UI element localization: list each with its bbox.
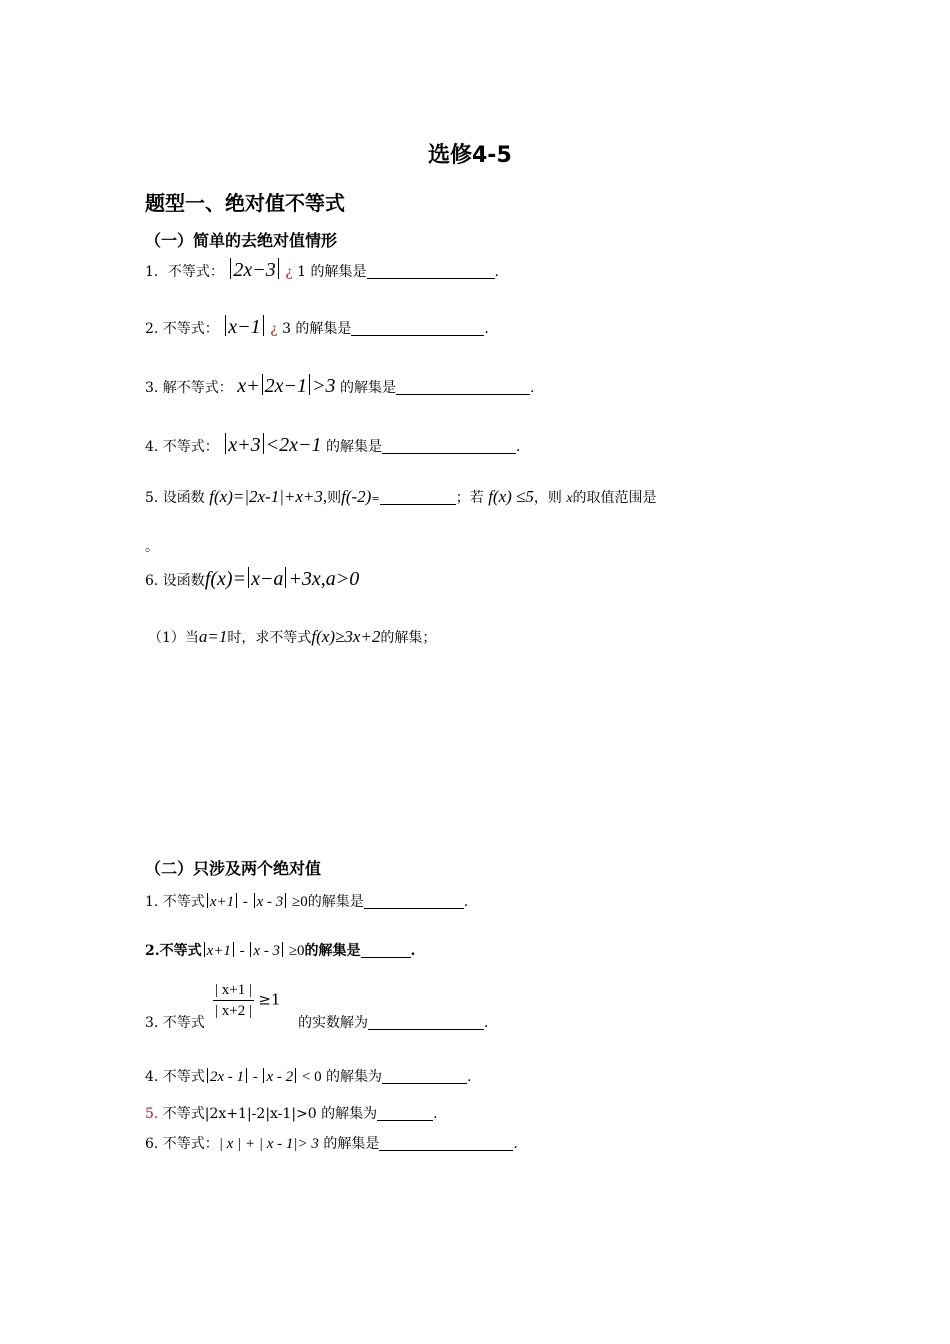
p2-q3-fraction: $\frac{| x+1 |}{| x+2 |}$ ≥1	[215, 982, 281, 1019]
p2-q1-expression: x+1 - x - 3 ≥0	[205, 894, 308, 910]
p2-q4-expression: 2x - 1 - x - 2 < 0	[205, 1069, 322, 1085]
p1-q5-answer-blank-1	[380, 503, 456, 505]
p1-q4-label: 4. 不等式：	[145, 439, 219, 455]
p2-question-4: 4. 不等式 2x - 1 - x - 2 < 0 的解集为 .	[145, 1069, 472, 1085]
part1-heading: （一）简单的去绝对值情形	[145, 231, 338, 250]
p1-q5-function: f(x)=|2x-1|+x+3,	[209, 487, 328, 506]
section-title: 题型一、绝对值不等式	[145, 191, 345, 215]
p2-q3-answer-blank	[368, 1028, 484, 1030]
doc-title: 选修4-5	[428, 143, 512, 168]
p1-question-3: 3. 解不等式： x+ 2x−1 >3 的解集是 .	[145, 375, 535, 397]
p2-q6-answer-blank	[379, 1149, 513, 1151]
p2-q1-answer-blank	[364, 907, 464, 909]
p1-q5-tail: 的取值范围是	[572, 490, 657, 506]
p2-q3-label: 3. 不等式	[145, 1015, 205, 1031]
p2-q4-tail: 的解集为	[326, 1069, 383, 1085]
p2-q2-expression: x+1 - x - 3 ≥0	[202, 943, 305, 959]
p2-q2-answer-blank	[361, 956, 411, 958]
p1-q3-tail: 的解集是	[339, 380, 396, 396]
p1-q5-value: f(-2)	[341, 487, 372, 506]
p1-q6-subquestion-1: （1）当a=1时，求不等式f(x)≥3x+2的解集；	[148, 627, 437, 646]
p2-q4-label: 4. 不等式	[145, 1069, 205, 1085]
p1-q1-tail: 1 的解集是	[297, 264, 367, 280]
p2-question-5: 5. 不等式|2x+1|-2|x-1|>0 的解集为 .	[145, 1106, 438, 1122]
p1-q1-label: 1．不等式：	[145, 264, 224, 280]
p2-q4-answer-blank	[382, 1082, 467, 1084]
p1-q3-answer-blank	[396, 393, 530, 395]
p1-q6-sub1-condition: a=1	[198, 627, 228, 646]
part2-heading: （二）只涉及两个绝对值	[145, 859, 322, 878]
p2-q1-tail: 的解集是	[307, 894, 364, 910]
p1-q2-tail: 3 的解集是	[282, 321, 352, 337]
p1-q3-expression: x+ 2x−1 >3	[237, 375, 336, 397]
p1-q4-expression: x+3 <2x−1	[223, 434, 321, 456]
p2-q6-expression: | x | + | x - 1|> 3	[218, 1136, 319, 1152]
p2-q2-tail: 的解集是	[304, 943, 361, 959]
p2-q5-text: 不等式|2x+1|-2|x-1|>0 的解集为	[158, 1106, 378, 1122]
p2-question-3	[145, 1013, 205, 1033]
p1-question-2: 2. 不等式： x−1 ¿ 3 的解集是 .	[145, 316, 489, 338]
p1-q6-label: 6. 设函数	[145, 573, 205, 589]
p1-q4-answer-blank	[382, 452, 516, 454]
p2-question-1: 1. 不等式 x+1 - x - 3 ≥0的解集是 .	[145, 894, 469, 910]
p2-q6-label: 6. 不等式：	[145, 1136, 219, 1152]
p1-q4-tail: 的解集是	[325, 439, 382, 455]
p1-q6-expression: f(x)= x−a +3x,a>0	[204, 568, 360, 590]
p1-q2-expression: x−1	[223, 316, 265, 338]
p1-q2-answer-blank	[351, 334, 484, 336]
p1-q1-expression: 2x−3	[228, 259, 280, 281]
p1-q5-label: 5. 设函数	[145, 490, 205, 506]
p1-q2-label: 2. 不等式：	[145, 321, 219, 337]
p1-q1-symbol: ¿	[285, 264, 293, 280]
p1-question-5: 5. 设函数 f(x)=|2x-1|+x+3,则f(-2)= ；若 f(x) ≤5，则 x的取值范围是	[145, 487, 657, 506]
p1-q6-sub1-inequality: f(x)≥3x+2	[311, 627, 381, 646]
p2-question-2: 2.不等式 x+1 - x - 3 ≥0的解集是 .	[145, 943, 416, 959]
p2-q1-label: 1. 不等式	[145, 894, 205, 910]
p1-question-4: 4. 不等式： x+3 <2x−1 的解集是 .	[145, 434, 521, 456]
p1-q2-symbol: ¿	[270, 321, 278, 337]
p1-q3-label: 3. 解不等式：	[145, 380, 233, 396]
p2-q2-label: 2.不等式	[145, 943, 202, 959]
p1-q5-continuation: 。	[145, 539, 159, 555]
p1-question-6	[145, 567, 359, 591]
p2-q6-tail: 的解集是	[323, 1136, 380, 1152]
p2-q5-answer-blank	[377, 1119, 433, 1121]
p2-q3-tail-line: 的实数解为 .	[298, 1015, 489, 1031]
p2-q5-number: 5.	[145, 1106, 159, 1122]
p1-q1-answer-blank	[367, 277, 495, 279]
p1-question-1: 1．不等式： 2x−3 ¿ 1 的解集是 .	[145, 259, 499, 281]
p1-q5-condition: f(x) ≤5	[488, 487, 534, 506]
p2-q3-tail: 的实数解为	[298, 1015, 368, 1031]
p2-question-6: 6. 不等式：| x | + | x - 1|> 3 的解集是 .	[145, 1136, 518, 1152]
